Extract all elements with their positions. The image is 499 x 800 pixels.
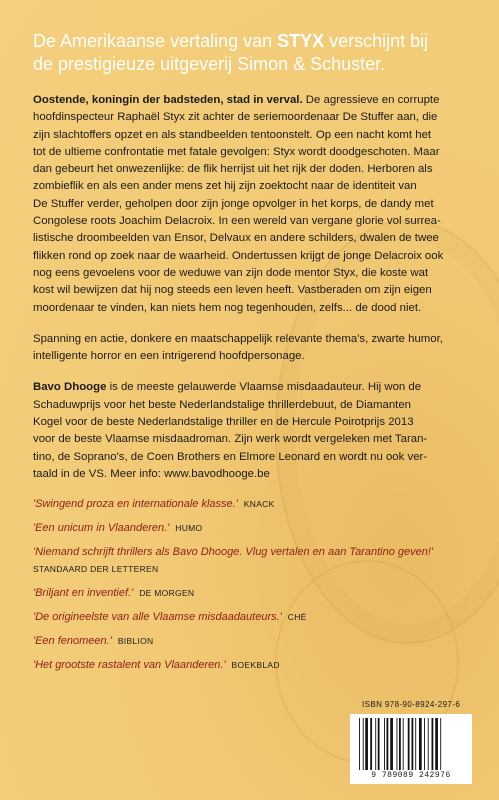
synopsis-lead: Oostende, koningin der badsteden, stad in verval. <box>33 94 303 106</box>
press-quote: 'Een fenomeen.' BIBLION <box>33 635 154 648</box>
quote-source: CHÉ <box>287 612 307 623</box>
quote-source: HUMO <box>175 523 203 534</box>
author-name: Bavo Dhooge <box>33 381 107 394</box>
quote-source: STANDAARD DER LETTEREN <box>33 564 159 575</box>
press-quotes <box>33 497 473 673</box>
themes-paragraph: Spanning en actie, donkere en maatschappelijk relevante thema's, zwarte humor, intelligente horror en een intrigerend hoofdpersonage. <box>33 332 443 363</box>
cover-text <box>33 30 473 682</box>
intro-title-styx: STYX <box>277 31 325 51</box>
quote-source: BOEKBLAD <box>231 660 280 671</box>
author-paragraph <box>33 379 473 483</box>
synopsis-paragraph <box>33 92 473 317</box>
quote-source: DE MORGEN <box>139 588 195 599</box>
quote-source: KNACK <box>243 499 275 510</box>
barcode <box>350 714 472 784</box>
intro-headline <box>33 30 473 76</box>
press-quote: 'Swingend proza en internationale klasse.' KNACK <box>33 498 275 511</box>
synopsis-text: De agressieve en corrupte hoofdinspecteur Raphaël Styx zit achter de seriemoordenaar De Stuffer aan, die zijn slachtoffers opzet en als standbeelden tentoonstelt. Op een nacht komt het tot de ultieme confrontatie met fatale gevolgen: Styx wordt doodgeschoten. Maar dan gebeurt het onwezenlijke: de flik herrijst uit het rijk der doden. Herboren als zombieflik en als een ander mens zet hij zijn zoektocht naar de identiteit van De Stuffer verder, geholpen door zijn jonge opvolger in het korps, de dandy met Congolese roots Joachim Delacroix. In een wereld van vergane glorie vol surrea- listische droombeelden van Ensor, Delvaux en andere schilders, dwalen de twee flikken rond op zoek naar de waarheid. Ondertussen krijgt de jonge Delacroix ook nog eens gevoelens voor de weduwe van zijn dode mentor Styx, die koste wat kost wil bewijzen dat hij nog steeds een leven heeft. Vastberaden om zijn eigen moordenaar te vinden, kan niets hem nog tegenhouden, zelfs... de dood niet. <box>33 94 444 314</box>
isbn-label: ISBN 978-90-8924-297-6 <box>362 700 461 709</box>
press-quote: 'Niemand schrijft thrillers als Bavo Dhooge. Vlug vertalen en aan Tarantino geven!' STANDAARD DER LETTEREN <box>33 545 473 577</box>
press-quote: 'Een unicum in Vlaanderen.' HUMO <box>33 522 203 535</box>
quote-source: BIBLION <box>117 636 154 647</box>
press-quote: 'De origineelste van alle Vlaamse misdaadauteurs.' CHÉ <box>33 611 307 624</box>
author-bio: is de meeste gelauwerde Vlaamse misdaadauteur. Hij won de Schaduwprijs voor het beste Nederlandstalige thrillerdebuut, de Diamanten Kogel voor de beste Nederlandstalige thriller en de Hercule Poirotprijs 2013 voor de beste Vlaamse misdaadroman. Zijn werk wordt vergeleken met Taran- tino, de Soprano's, de Coen Brothers en Elmore Leonard en wordt nu ook ver- taald in de VS. Meer info: www.bavodhooge.be <box>33 381 428 480</box>
barcode-bars-icon <box>359 718 463 770</box>
intro-after: verschijnt bij de prestigieuze uitgeverij Simon & Schuster. <box>33 31 429 74</box>
intro-before: De Amerikaanse vertaling van <box>33 31 278 51</box>
press-quote: 'Briljant en inventief.' DE MORGEN <box>33 587 195 600</box>
barcode-digits: 9 789089 242976 <box>371 771 451 780</box>
press-quote: 'Het grootste rastalent van Vlaanderen.' BOEKBLAD <box>33 659 280 672</box>
